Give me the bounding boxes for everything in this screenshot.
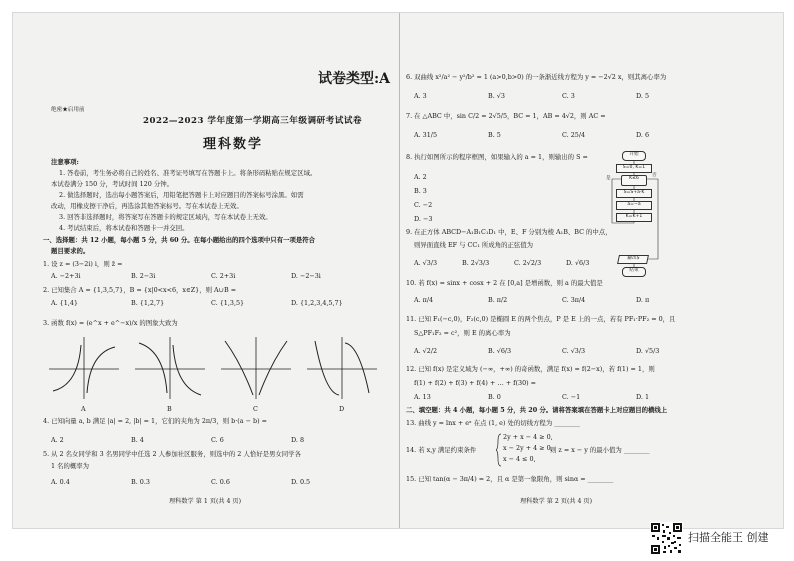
note-line: 2. 做选择题时，选出每小题答案后，用铅笔把答题卡上对应题目的答案标号涂黑。如需 — [59, 191, 304, 199]
q1-option-c: C. 2+3i — [211, 272, 236, 280]
q11-option-a: A. √2/2 — [414, 347, 438, 355]
q2-option-b: B. {1,2,7} — [131, 299, 165, 307]
q8-option-d: D. −3 — [414, 215, 433, 223]
watermark-text: 扫描全能王 创建 — [688, 531, 769, 544]
q11-option-c: C. √3/3 — [562, 347, 586, 355]
flow-no: 否 — [652, 173, 657, 178]
q2-option-a: A. {1,4} — [51, 299, 78, 307]
q9-line1: 9. 在正方体 ABCD−A₁B₁C₁D₁ 中，E、F 分别为棱 A₁B、BC 的中点， — [406, 228, 612, 236]
q11-line2: S△PF₁F₂ = c²，则 E 的离心率为 — [414, 329, 511, 337]
q11-option-b: B. √6/3 — [488, 347, 512, 355]
page1-footer: 理科数学 第 1 页(共 4 页) — [169, 498, 242, 505]
q6-option-a: A. 3 — [414, 92, 427, 100]
note-line: 3. 回答非选择题时，将答案写在答题卡的规定区域内，写在本试卷上无效。 — [59, 213, 272, 221]
q10-option-c: C. 3π/4 — [562, 296, 586, 304]
note-line: 改动，用橡皮擦干净后，再选涂其他答案标号。写在本试卷上无效。 — [51, 202, 243, 210]
q14-constraint: x − 2y + 4 ≥ 0, — [503, 444, 553, 452]
q2-stem: 2. 已知集合 A = {1,3,5,7}，B = {x|0<x<6，x∈Z}，则 A∪B = — [43, 286, 237, 294]
q1-option-b: B. 2−3i — [131, 272, 156, 280]
q7-stem: 7. 在 △ABC 中，sin C/2 = 2√5/5，BC = 1，AB = 4√2，则 AC = — [406, 112, 606, 120]
flow-step-sum: S=S+a·K — [616, 189, 652, 198]
q6-option-c: C. 3 — [562, 92, 575, 100]
q1-option-d: D. −2−3i — [291, 272, 321, 280]
q15-stem: 15. 已知 tan(α − 3π/4) = 2，且 α 是第一象限角，则 sinα = ________ — [406, 475, 614, 483]
q1-option-a: A. −2+3i — [51, 272, 81, 280]
subject-title: 理科数学 — [203, 137, 264, 152]
page-2 — [399, 13, 784, 528]
graph-a — [49, 337, 119, 399]
q10-option-b: B. π/2 — [488, 296, 508, 304]
flow-yes: 是 — [606, 176, 611, 181]
q9-line2: 则异面直线 EF 与 CC₁ 所成角的正弦值为 — [414, 241, 534, 249]
paper-type: 试卷类型:A — [318, 71, 391, 87]
flow-start: 开始 — [622, 151, 646, 161]
graph-d — [307, 337, 377, 399]
q5-line2: 1 名的概率为 — [51, 462, 90, 470]
q10-option-d: D. π — [636, 296, 650, 304]
q12-option-d: D. 1 — [636, 393, 650, 401]
section1-line2: 题目要求的。 — [51, 247, 90, 255]
flow-step-negate: a=−a — [616, 201, 652, 210]
q9-option-d: D. √6/3 — [566, 259, 590, 267]
q2-option-c: C. {1,3,5} — [211, 299, 245, 307]
q3-graphs — [45, 333, 385, 403]
q8-option-a: A. 2 — [414, 173, 427, 181]
q7-option-a: A. 31/5 — [414, 131, 438, 139]
qr-code-icon — [650, 522, 683, 555]
q14-tail: 则 z = x − y 的最小值为 ________ — [550, 446, 650, 454]
flow-init: S=0, K=1 — [616, 164, 652, 173]
section2-heading: 二、填空题：共 4 小题，每小题 5 分，共 20 分。请将答案填在答题卡上对应题目的横线上 — [406, 406, 668, 414]
q3-option-b: B — [167, 405, 172, 413]
q1-stem: 1. 设 z = (3−2i) i，则 z̄ = — [43, 260, 123, 268]
note-line: 4. 考试结束后，将本试卷和答题卡一并交回。 — [59, 224, 189, 232]
q7-option-d: D. 6 — [636, 131, 650, 139]
flow-step-increment: K=K+1 — [616, 213, 652, 222]
q9-option-a: A. √3/3 — [414, 259, 438, 267]
q14-constraint: 2y + x − 4 ≥ 0, — [503, 433, 553, 441]
q7-option-b: B. 5 — [488, 131, 501, 139]
q8-option-b: B. 3 — [414, 187, 427, 195]
q13-stem: 13. 曲线 y = lnx + eˣ 在点 (1, e) 处的切线方程为 ________ — [406, 419, 580, 427]
flow-condition: K≤6 — [621, 175, 647, 186]
section1-line1: 一、选择题：共 12 小题，每小题 5 分，共 60 分。在每小题给出的四个选项中只有一项是符合 — [43, 236, 316, 244]
page2-footer: 理科数学 第 2 页(共 4 页) — [520, 498, 593, 505]
q4-option-b: B. 4 — [131, 436, 144, 444]
note-line: 本试卷满分 150 分，考试时间 120 分钟。 — [51, 180, 173, 188]
q5-option-a: A. 0.4 — [51, 478, 70, 486]
q5-option-c: C. 0.6 — [211, 478, 230, 486]
q4-option-d: D. 8 — [291, 436, 305, 444]
q2-option-d: D. {1,2,3,4,5,7} — [291, 299, 343, 307]
q12-option-c: C. −1 — [562, 393, 581, 401]
notes-heading: 注意事项: — [51, 158, 79, 166]
q5-option-d: D. 0.5 — [291, 478, 311, 486]
q3-option-d: D — [339, 405, 345, 413]
q7-option-c: C. 25/4 — [562, 131, 586, 139]
q6-option-d: D. 5 — [636, 92, 650, 100]
graph-c — [221, 337, 291, 399]
flow-end: 结束 — [622, 267, 646, 277]
q14-stem: 14. 若 x,y 满足约束条件 — [406, 446, 477, 454]
q11-line1: 11. 已知 F₁(−c,0)，F₂(c,0) 是椭圆 E 的两个焦点，P 是 E 上的一点，若有 PF₁·PF₂ = 0，且 — [406, 315, 676, 323]
q5-option-b: B. 0.3 — [131, 478, 150, 486]
q3-stem: 3. 函数 f(x) = (e^x + e^−x)/x 的图象大致为 — [43, 319, 178, 327]
graph-b — [135, 337, 205, 399]
q14-constraint: x − 4 ≤ 0, — [503, 455, 536, 463]
q12-line2: f(1) + f(2) + f(3) + f(4) + … + f(30) = — [414, 379, 537, 387]
exam-sheet — [12, 12, 784, 529]
q8-option-c: C. −2 — [414, 201, 433, 209]
q3-option-c: C — [253, 405, 258, 413]
q4-option-a: A. 2 — [51, 436, 64, 444]
q14-brace-icon — [496, 433, 502, 467]
q4-option-c: C. 6 — [211, 436, 224, 444]
q10-stem: 10. 若 f(x) = sinx + cosx + 2 在 [0,a] 是增函数，则 a 的最大值是 — [406, 279, 603, 287]
note-line: 1. 答卷前，考生务必将自己的姓名、准考证号填写在答题卡上。将条形码粘贴在规定区域。 — [59, 169, 317, 177]
q12-option-a: A. 13 — [414, 393, 431, 401]
q6-stem: 6. 双曲线 x²/a² − y²/b² = 1 (a>0,b>0) 的一条渐近线方程为 y = −2√2 x，则其离心率为 — [406, 73, 667, 81]
exam-title: 2022—2023 学年度第一学期高三年级调研考试试卷 — [143, 116, 363, 126]
q9-option-b: B. 2√3/3 — [462, 259, 490, 267]
q4-stem: 4. 已知向量 a, b 满足 |a| = 2, |b| = 1，它们的夹角为 2π/3，则 b·(a − b) = — [43, 417, 267, 425]
q9-option-c: C. 2√2/3 — [514, 259, 542, 267]
q12-option-b: B. 0 — [488, 393, 501, 401]
q8-stem: 8. 执行如图所示的程序框图，如果输入的 a = 1，则输出的 S = — [406, 153, 588, 161]
q5-line1: 5. 从 2 名女同学和 3 名男同学中任选 2 人参加社区服务，则选中的 2 人恰好是男女同学各 — [43, 450, 301, 458]
flow-output: 输出S — [617, 255, 649, 264]
q6-option-b: B. √3 — [488, 92, 505, 100]
q3-option-a: A — [81, 405, 86, 413]
page-1 — [13, 13, 398, 528]
q12-line1: 12. 已知 f(x) 是定义域为 (−∞，+∞) 的奇函数，满足 f(x) = f(2−x)，若 f(1) = 1，则 — [406, 365, 655, 373]
q10-option-a: A. π/4 — [414, 296, 434, 304]
q11-option-d: D. √5/3 — [636, 347, 660, 355]
secret-note: 绝密★启用前 — [51, 107, 85, 113]
